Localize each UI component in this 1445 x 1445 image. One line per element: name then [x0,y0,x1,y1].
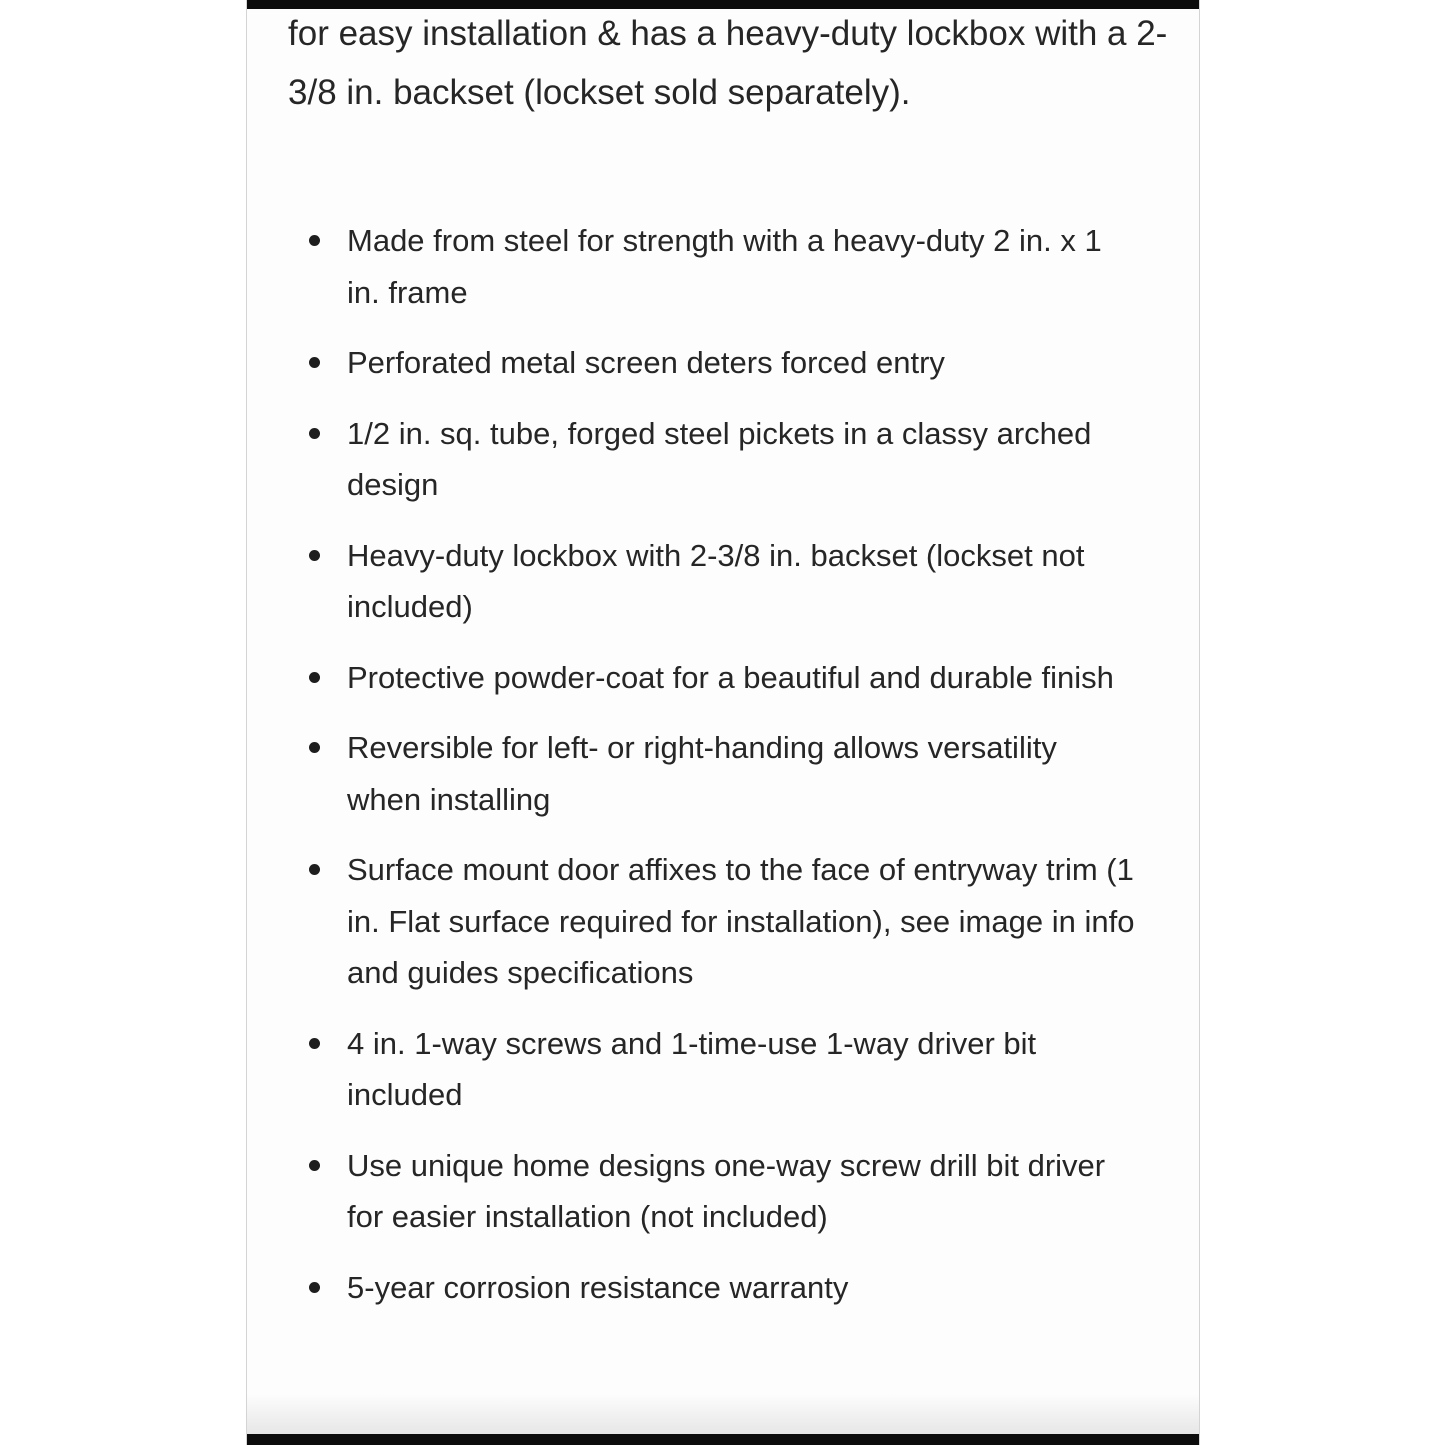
list-item [288,1262,1138,1314]
list-item-text: Made from steel for strength with a heavy-duty 2 in. x 1 in. frame [347,223,1102,310]
list-item-text: 1/2 in. sq. tube, forged steel pickets in a classy arched design [347,415,1092,502]
intro-paragraph: for easy installation & has a heavy-duty lockbox with a 2-3/8 in. backset (lockset sold separately). [288,14,1168,112]
list-item-text: Perforated metal screen deters forced entry [347,345,945,380]
feature-list [288,215,1138,1332]
list-item [288,408,1138,511]
list-item [288,530,1138,633]
list-item [288,215,1138,318]
list-item-text: Use unique home designs one-way screw drill bit driver for easier installation (not included) [347,1147,1106,1234]
list-item-text: 5-year corrosion resistance warranty [347,1269,849,1305]
bullet-icon [309,428,320,439]
list-item [288,337,1138,389]
bullet-icon [309,864,320,875]
list-item [288,1018,1138,1121]
bottom-frame-bar [247,1434,1199,1445]
list-item [288,722,1138,825]
bullet-icon [309,1160,320,1171]
bullet-icon [309,672,320,683]
list-item-text: 4 in. 1-way screws and 1-time-use 1-way driver bit included [347,1025,1037,1112]
bullet-icon [309,235,320,246]
bullet-icon [309,357,320,368]
phone-screenshot [246,0,1200,1445]
bullet-icon [309,550,320,561]
list-item-text: Heavy-duty lockbox with 2-3/8 in. backset (lockset not included) [347,537,1085,624]
list-item-text: Surface mount door affixes to the face of entryway trim (1 in. Flat surface required for installation), see image in info and guides specifications [347,852,1135,990]
bottom-fade [247,1394,1199,1434]
list-item [288,652,1138,704]
list-item-text: Protective powder-coat for a beautiful and durable finish [347,659,1114,695]
list-item [288,844,1138,999]
list-item [288,1140,1138,1243]
bullet-icon [309,1282,320,1293]
bullet-icon [309,1038,320,1049]
bullet-icon [309,742,320,753]
list-item-text: Reversible for left- or right-handing allows versatility when installing [347,730,1057,817]
